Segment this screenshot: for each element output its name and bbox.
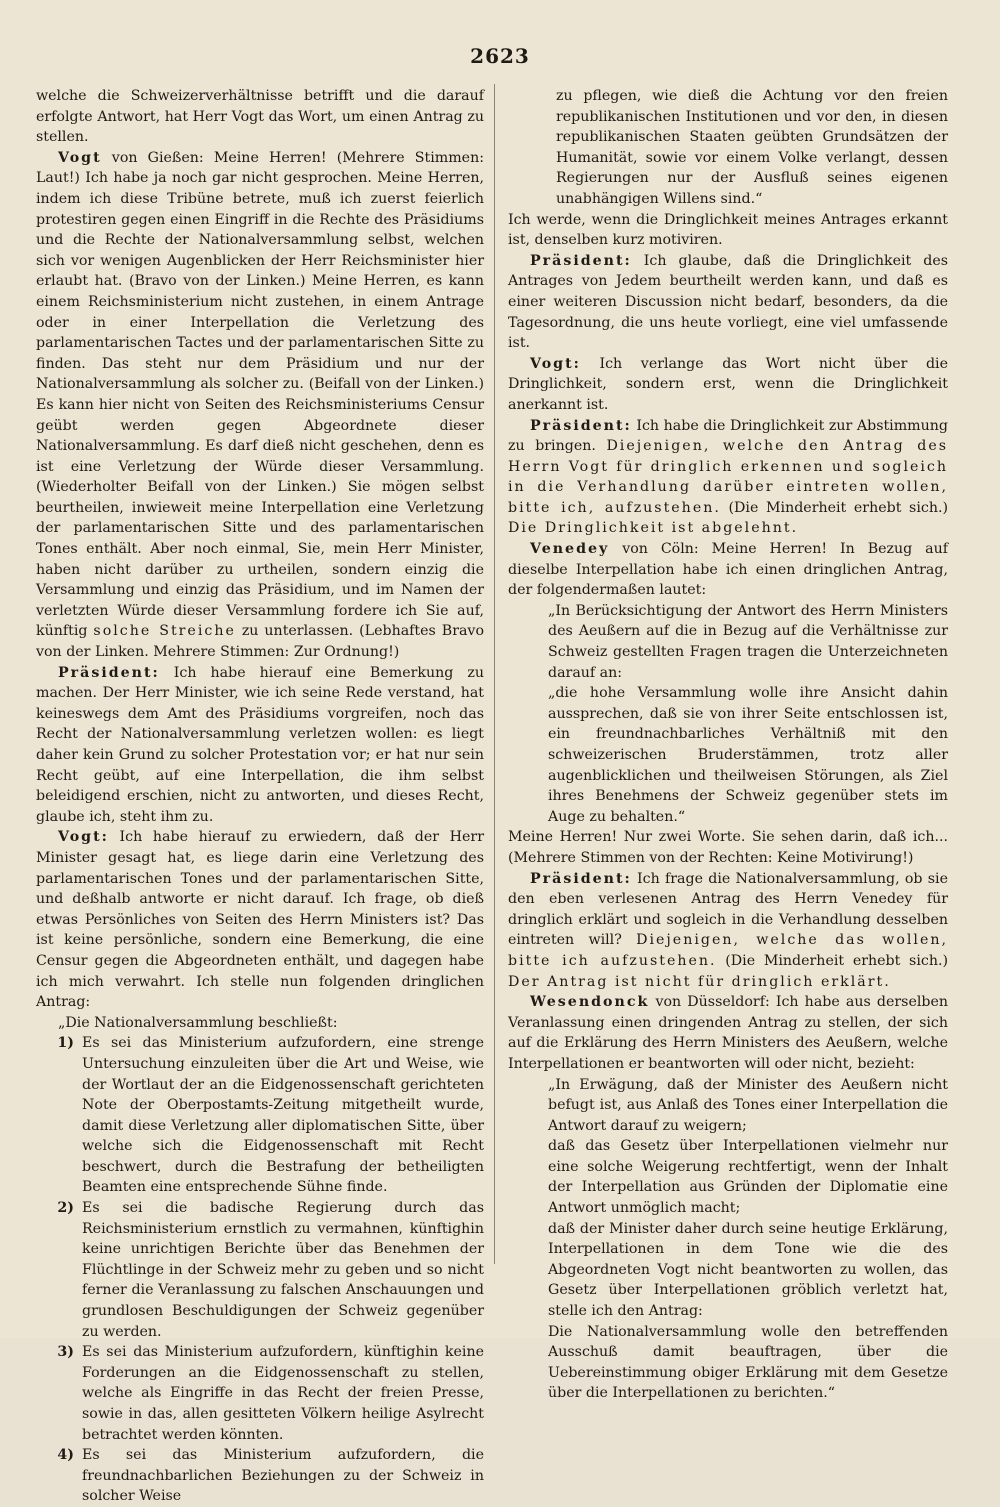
paragraph xyxy=(508,992,948,1074)
speaker-name: Wesendonck xyxy=(530,994,650,1011)
paragraph xyxy=(508,251,948,354)
speech-text: Ich verlange das Wort nicht über die Dringlichkeit, sondern erst, wenn die Dringlichkeit anerkannt ist. xyxy=(508,355,948,413)
speech-text: von Gießen: Meine Herren! (Mehrere Stimmen: Laut!) Ich habe ja noch gar nicht gesprochen. Meine Herren, indem ich diese Tribüne betrete, muß ich zuerst feierlich protestiren gegen einen Eingriff in die Rechte des Präsidiums und die Rechte der Nationalversammlung selbst, welchen sich vor wenigen Augenblicken der Herr Reichsminister hier erlaubt hat. (Bravo von der Linken.) Meine Herren, es kann einem Reichsministerium nicht zustehen, in einem Antrage oder in einer Interpellation die Verletzung des parlamentarischen Tactes und der parlamentarischen Sitte zu finden. Das steht nur dem Präsidium und nur der Nationalversammlung als solcher zu. (Beifall von der Linken.) Es kann hier nicht von Seiten des Reichsministeriums Censur geübt werden gegen Abgeordnete dieser Nationalversammlung. Es darf dieß nicht geschehen, denn es ist eine Verletzung der Würde dieser Versammlung. (Wiederholter Beifall von der Linken.) Sie mögen selbst beurtheilen, inwieweit meine Interpellation eine Verletzung der parlamentarischen Sitte und des parlamentarischen Tones enthält. Aber noch einmal, Sie, mein Herr Minister, haben nicht darüber zu urtheilen, sondern einzig die Versammlung und einzig das Präsidium, und im Namen der verletzten Würde dieser Versammlung fordere ich Sie auf, künftig xyxy=(36,149,484,640)
speech-text: von Düsseldorf: Ich habe aus derselben Veranlassung einen dringenden Antrag zu stellen, der sich auf die Erklärung des Herrn Ministers des Aeußern, welche Interpellationen er beantworten will oder nicht, bezieht: xyxy=(508,994,948,1072)
quoted-text: „In Erwägung, daß der Minister des Aeußern nicht befugt ist, aus Anlaß des Tones einer Interpellation die Antwort darauf zu weigern; xyxy=(548,1076,948,1134)
item-text: Es sei das Ministerium aufzufordern, die freundnachbarlichen Beziehungen zu der Schweiz in solcher Weise xyxy=(82,1447,484,1505)
speech-text: (Die Minderheit erhebt sich.) xyxy=(720,499,948,516)
speaker-name: Vogt: xyxy=(58,829,109,846)
list-item xyxy=(36,1445,484,1507)
speaker-name: Präsident: xyxy=(530,252,632,269)
item-number: 1) xyxy=(57,1035,74,1052)
speech-text: zu unterlassen. (Lebhaftes Bravo von der Linken. Mehrere Stimmen: Zur Ordnung!) xyxy=(36,623,484,661)
speech-text: Ich habe hierauf zu erwiedern, daß der Herr Minister gesagt hat, es liege darin eine Verletzung des parlamentarischen Tones und der parlamentarischen Sitte, und deßhalb antworte er nicht darauf. Ich frage, ob dieß etwas Persönliches von Seiten des Herrn Ministers ist? Das ist keine persönliche, sondern eine Bemerkung, die eine Censur gegen die Abgeordneten enthält, und dagegen habe ich mich verwahrt. Ich stelle nun folgenden dringlichen Antrag: xyxy=(36,829,484,1011)
spaced-text: Diejenigen, welche das wollen, bitte ich aufzustehen. xyxy=(508,932,948,969)
quoted-text: Die Nationalversammlung wolle den betreffenden Ausschuß damit beauftragen, über die Uebereinstimmung obiger Erklärung mit dem Gesetze über die Interpellationen zu berichten.“ xyxy=(548,1323,948,1402)
item-text: Es sei das Ministerium aufzufordern, eine strenge Untersuchung einzuleiten über die Art und Weise, wie der Wortlaut der an die Eidgenossenschaft gerichteten Note der Oberpostamts-Zeitung mitgetheilt wurde, damit diese Verletzung aller diplomatischen Sitte, über welche sich die Eidgenossenschaft mit Recht beschwert, durch die Bestrafung der betheiligten Beamten eine entsprechende Sühne finde. xyxy=(82,1035,484,1196)
item-text: Es sei das Ministerium aufzufordern, künftighin keine Forderungen an die Eidgenossenschaft zu stellen, welche als Eingriffe in das Recht der freien Presse, sowie in das, allen gesitteten Völkern heilige Asylrecht betrachtet werden könnten. xyxy=(82,1344,484,1443)
quoted-text: „In Berücksichtigung der Antwort des Herrn Ministers des Aeußern auf die in Bezug auf die Verhältnisse zur Schweiz gestellten Fragen tragen die Unterzeichneten darauf an: xyxy=(548,602,948,681)
item-number: 4) xyxy=(57,1447,74,1464)
left-column xyxy=(36,86,484,1507)
speaker-name: Präsident: xyxy=(530,417,632,434)
paragraph xyxy=(36,148,484,663)
speech-text: (Die Minderheit erhebt sich.) xyxy=(716,952,948,969)
speech-text: von Cöln: Meine Herren! In Bezug auf dieselbe Interpellation habe ich einen dringlichen Antrag, der folgendermaßen lautet: xyxy=(508,541,948,599)
paragraph xyxy=(508,869,948,993)
quoted-text: daß das Gesetz über Interpellationen vielmehr nur eine solche Weigerung rechtfertigt, wenn der Inhalt der Interpellation aus Gründen der Diplomatie eine Antwort unmöglich macht; xyxy=(548,1138,948,1217)
right-column xyxy=(508,86,948,1404)
list-item xyxy=(36,1198,484,1342)
speaker-name: Venedey xyxy=(530,541,610,558)
speaker-name: Vogt xyxy=(58,149,102,166)
item-number: 2) xyxy=(57,1200,74,1217)
speaker-name: Präsident: xyxy=(58,664,160,681)
speaker-name: Präsident: xyxy=(530,870,632,887)
list-item xyxy=(36,1033,484,1198)
page-number: 2623 xyxy=(470,44,530,68)
spaced-text: Die Dringlichkeit ist abgelehnt. xyxy=(508,520,799,537)
speech-text: Ich habe hierauf eine Bemerkung zu machen. Der Herr Minister, wie ich seine Rede verstand, hat keineswegs dem Amt des Präsidiums vorgreifen, noch das Recht der Nationalversammlung verletzen wollen: es liegt daher kein Grund zu solcher Protestation vor; er hat nur sein Recht geübt, auf eine Interpellation, die ihm selbst beleidigend erschien, nicht zu antworten, und dieses Recht, glaube ich, steht ihm zu. xyxy=(36,664,484,825)
spaced-text: solche Streiche xyxy=(93,623,236,640)
item-text: Es sei die badische Regierung durch das Reichsministerium ernstlich zu vermahnen, künftighin keine unrichtigen Berichte über das Benehmen der Flüchtlinge in der Schweiz mehr zu geben und so nicht ferner die Veranlassung zu falschen Anschauungen und grundlosen Beschuldigungen der Schweiz gegenüber zu werden. xyxy=(82,1200,484,1340)
quoted-text: daß der Minister daher durch seine heutige Erklärung, Interpellationen in dem Tone wie die des Abgeordneten Vogt nicht beantworten zu wollen, das Gesetz über Interpellationen gröblich verletzt hat, stelle ich den Antrag: xyxy=(548,1220,948,1320)
column-divider xyxy=(494,84,495,1264)
spaced-text: Der Antrag ist nicht für dringlich erklärt. xyxy=(508,973,891,990)
list-item xyxy=(36,1342,484,1445)
paragraph: zu pflegen, wie dieß die Achtung vor den freien republikanischen Institutionen und vor den, in diesen republikanischen Staaten geübten Grundsätzen der Humanität, sowie vor einem Volke verlangt, dessen Regierungen nur der Ausfluß seines eigenen unabhängigen Willens sind.“ xyxy=(556,88,948,207)
speech-text: Ich habe die Dringlichkeit zur Abstimmung zu bringen. xyxy=(508,417,948,455)
paragraph xyxy=(36,663,484,828)
paragraph xyxy=(508,416,948,540)
resolution-intro: „Die Nationalversammlung beschließt: xyxy=(58,1014,338,1031)
paragraph: welche die Schweizerverhältnisse betrifft und die darauf erfolgte Antwort, hat Herr Vogt das Wort, um einen Antrag zu stellen. xyxy=(36,88,484,146)
paragraph: Meine Herren! Nur zwei Worte. Sie sehen darin, daß ich... (Mehrere Stimmen von der Rechten: Keine Motivirung!) xyxy=(508,829,948,866)
spaced-text: Diejenigen, welche den Antrag des Herrn Vogt für dringlich erkennen und sogleich in die Verhandlung darüber eintreten wollen, bitte ich, aufzustehen. xyxy=(508,438,948,516)
quoted-text: „die hohe Versammlung wolle ihre Ansicht dahin aussprechen, daß sie von ihrer Seite entschlossen ist, ein freundnachbarliches Verhältniß mit den schweizerischen Bruderstämmen, trotz aller augenblicklichen und theilweisen Störungen, als Ziel ihres Benehmens der Schweiz gegenüber stets im Auge zu behalten.“ xyxy=(548,685,948,825)
paragraph: Ich werde, wenn die Dringlichkeit meines Antrages erkannt ist, denselben kurz motiviren. xyxy=(508,211,948,249)
paragraph xyxy=(36,827,484,1012)
paragraph xyxy=(508,539,948,601)
speaker-name: Vogt: xyxy=(530,355,581,372)
speech-text: Ich glaube, daß die Dringlichkeit des Antrages von Jedem beurtheilt werden kann, und daß es einer weiteren Discussion nicht bedarf, besonders, da die Tagesordnung, die uns heute vorliegt, eine viel umfassende ist. xyxy=(508,252,948,352)
item-number: 3) xyxy=(57,1344,74,1361)
speech-text: Ich frage die Nationalversammlung, ob sie den eben verlesenen Antrag des Herrn Venedey für dringlich erklärt und sogleich in die Verhandlung desselben eintreten will? xyxy=(508,870,948,949)
paragraph xyxy=(508,354,948,416)
